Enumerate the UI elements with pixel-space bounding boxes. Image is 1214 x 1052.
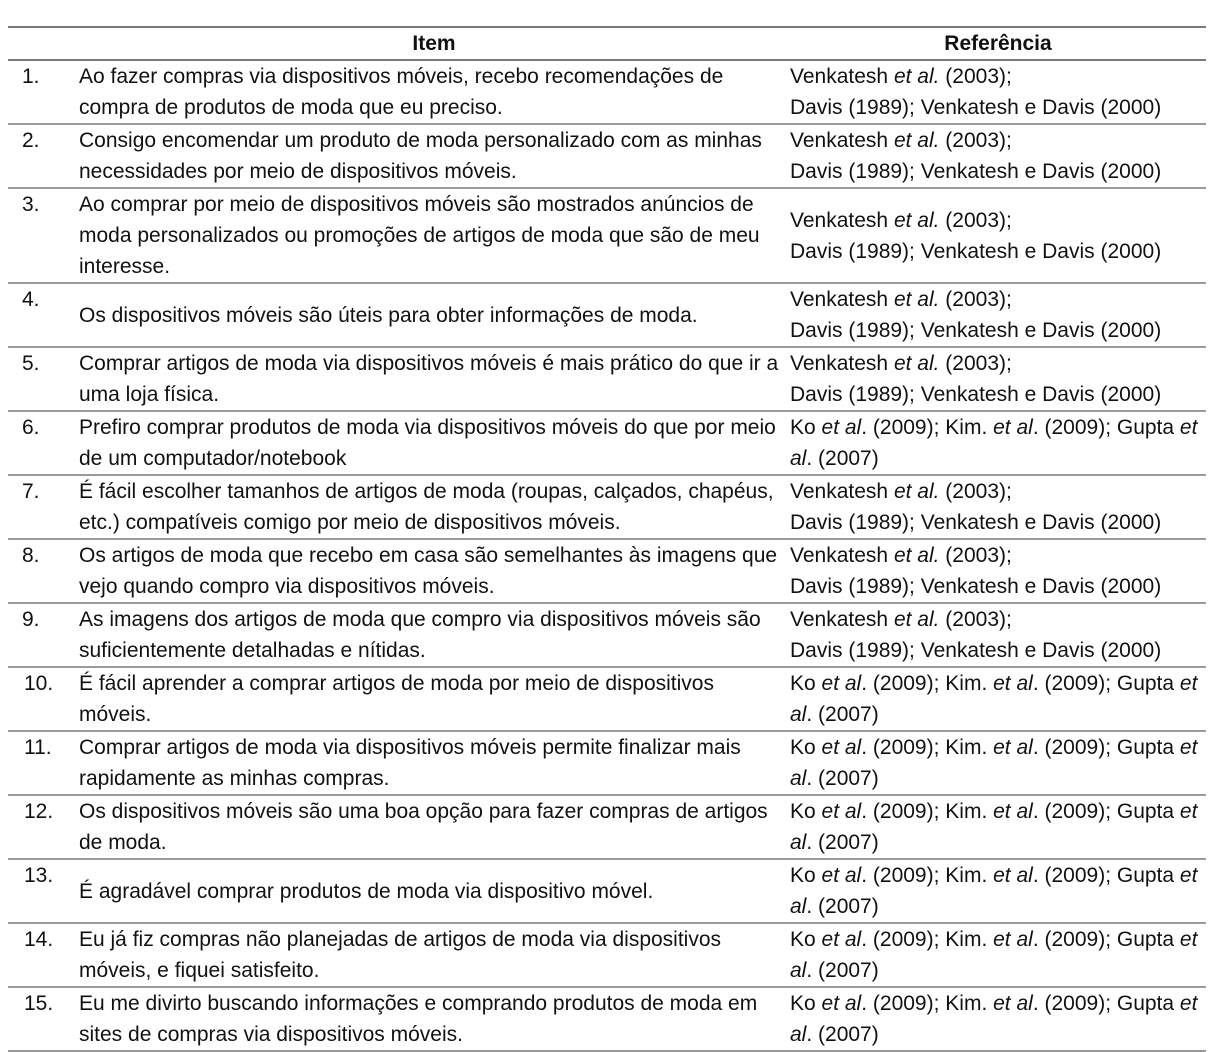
header-item: Item	[78, 27, 790, 60]
et-al: et al.	[893, 608, 940, 631]
reference-text	[790, 736, 1197, 790]
reference-text	[790, 864, 1197, 918]
author-venkatesh: Venkatesh	[790, 608, 889, 631]
author-venkatesh: Venkatesh	[790, 129, 889, 152]
header-reference: Referência	[790, 27, 1206, 60]
row-item-text: Ao comprar por meio de dispositivos móveis são mostrados anúncios de moda personalizados ou promoções de artigos de moda que são de meu interesse.	[78, 188, 790, 283]
row-number: 3.	[8, 188, 78, 283]
row-reference	[790, 124, 1206, 188]
author-ko: Ko	[790, 992, 822, 1015]
year-text: . (2009); Kim.	[861, 992, 994, 1015]
year-text: . (2009); Gupta	[1032, 672, 1175, 695]
author-venkatesh: Venkatesh	[790, 480, 889, 503]
table-row	[8, 731, 1206, 795]
reference-line	[790, 61, 1206, 92]
year-text: . (2009); Gupta	[1032, 928, 1175, 951]
row-number: 2.	[8, 124, 78, 188]
row-item-text: Consigo encomendar um produto de moda personalizado com as minhas necessidades por meio de dispositivos móveis.	[78, 124, 790, 188]
et-al: et al	[790, 800, 1198, 854]
table-row	[8, 859, 1206, 923]
year-text: . (2007)	[806, 1023, 879, 1046]
row-number: 14.	[8, 923, 78, 987]
et-al: et al	[790, 864, 1198, 918]
year-text: . (2009); Kim.	[861, 672, 994, 695]
row-reference	[790, 475, 1206, 539]
row-number: 11.	[8, 731, 78, 795]
year-text: . (2009); Kim.	[861, 416, 994, 439]
reference-text	[790, 672, 1197, 726]
et-al: et al	[821, 736, 862, 759]
et-al: et al	[790, 736, 1198, 790]
row-number: 12.	[8, 795, 78, 859]
table-row	[8, 539, 1206, 603]
row-reference	[790, 347, 1206, 411]
et-al: et al	[790, 416, 1198, 470]
year-text: . (2009); Gupta	[1032, 800, 1175, 823]
et-al: et al	[821, 864, 862, 887]
reference-line	[790, 540, 1206, 571]
reference-line: Davis (1989); Venkatesh e Davis (2000)	[790, 575, 1162, 598]
author-ko: Ko	[790, 672, 822, 695]
et-al: et al.	[893, 480, 940, 503]
row-number: 7.	[8, 475, 78, 539]
row-item-text: Eu já fiz compras não planejadas de artigos de moda via dispositivos móveis, e fiquei satisfeito.	[78, 923, 790, 987]
table-row	[8, 923, 1206, 987]
row-number: 5.	[8, 347, 78, 411]
year-text: . (2009); Gupta	[1032, 864, 1175, 887]
row-item-text: É agradável comprar produtos de moda via dispositivo móvel.	[78, 859, 790, 923]
et-al: et al	[993, 800, 1033, 823]
et-al: et al	[993, 416, 1033, 439]
et-al: et al	[993, 672, 1033, 695]
author-venkatesh: Venkatesh	[790, 288, 889, 311]
year-2003: (2003);	[939, 288, 1012, 311]
year-2003: (2003);	[939, 129, 1012, 152]
year-text: . (2007)	[806, 895, 879, 918]
year-2003: (2003);	[939, 544, 1012, 567]
et-al: et al	[993, 864, 1033, 887]
reference-line	[790, 205, 1206, 236]
table-row	[8, 795, 1206, 859]
row-item-text: Eu me divirto buscando informações e comprando produtos de moda em sites de compras via dispositivos móveis.	[78, 987, 790, 1051]
table-row	[8, 603, 1206, 667]
table-row	[8, 987, 1206, 1051]
reference-text	[790, 992, 1197, 1046]
year-text: . (2007)	[806, 831, 879, 854]
et-al: et al	[993, 928, 1033, 951]
year-2003: (2003);	[939, 480, 1012, 503]
reference-line: Davis (1989); Venkatesh e Davis (2000)	[790, 319, 1162, 342]
et-al: et al	[993, 736, 1033, 759]
document-page	[8, 26, 1206, 1052]
reference-text	[790, 800, 1197, 854]
reference-line	[790, 348, 1206, 379]
et-al: et al	[821, 672, 862, 695]
reference-line: Davis (1989); Venkatesh e Davis (2000)	[790, 160, 1162, 183]
row-item-text: É fácil aprender a comprar artigos de moda por meio de dispositivos móveis.	[78, 667, 790, 731]
et-al: et al.	[893, 208, 940, 232]
year-text: . (2009); Gupta	[1032, 992, 1175, 1015]
table-body	[8, 60, 1206, 1051]
author-ko: Ko	[790, 800, 822, 823]
author-venkatesh: Venkatesh	[790, 544, 889, 567]
year-text: . (2007)	[806, 767, 879, 790]
items-reference-table	[8, 26, 1206, 1052]
reference-line: Davis (1989); Venkatesh e Davis (2000)	[790, 239, 1162, 263]
row-reference	[790, 859, 1206, 923]
et-al: et al	[993, 992, 1033, 1015]
row-number: 15.	[8, 987, 78, 1051]
row-reference	[790, 795, 1206, 859]
row-item-text: Os dispositivos móveis são uma boa opção para fazer compras de artigos de moda.	[78, 795, 790, 859]
header-number	[8, 27, 78, 60]
row-reference	[790, 60, 1206, 124]
row-item-text: É fácil escolher tamanhos de artigos de moda (roupas, calçados, chapéus, etc.) compatíveis comigo por meio de dispositivos móveis.	[78, 475, 790, 539]
table-row	[8, 124, 1206, 188]
row-reference	[790, 667, 1206, 731]
author-ko: Ko	[790, 736, 822, 759]
table-row	[8, 411, 1206, 475]
table-row	[8, 283, 1206, 347]
row-number: 13.	[8, 859, 78, 923]
row-number: 10.	[8, 667, 78, 731]
reference-line: Davis (1989); Venkatesh e Davis (2000)	[790, 383, 1162, 406]
et-al: et al.	[893, 544, 940, 567]
et-al: et al.	[893, 352, 940, 375]
row-reference	[790, 283, 1206, 347]
row-reference	[790, 539, 1206, 603]
reference-text	[790, 416, 1197, 470]
reference-text	[790, 928, 1197, 982]
year-text: . (2009); Kim.	[861, 800, 994, 823]
row-number: 4.	[8, 283, 78, 347]
author-venkatesh: Venkatesh	[790, 65, 889, 88]
row-reference	[790, 188, 1206, 283]
reference-line	[790, 284, 1206, 315]
row-reference	[790, 603, 1206, 667]
row-item-text: Ao fazer compras via dispositivos móveis, recebo recomendações de compra de produtos de moda que eu preciso.	[78, 60, 790, 124]
row-item-text: Comprar artigos de moda via dispositivos móveis é mais prático do que ir a uma loja física.	[78, 347, 790, 411]
table-header	[8, 27, 1206, 60]
year-text: . (2007)	[806, 447, 879, 470]
year-2003: (2003);	[939, 608, 1012, 631]
reference-line: Davis (1989); Venkatesh e Davis (2000)	[790, 96, 1162, 119]
author-venkatesh: Venkatesh	[790, 208, 889, 232]
et-al: et al	[821, 800, 862, 823]
row-item-text: Os dispositivos móveis são úteis para obter informações de moda.	[78, 283, 790, 347]
reference-line	[790, 125, 1206, 156]
row-number: 9.	[8, 603, 78, 667]
et-al: et al.	[893, 129, 940, 152]
row-reference	[790, 987, 1206, 1051]
table-row	[8, 667, 1206, 731]
reference-line	[790, 604, 1206, 635]
author-venkatesh: Venkatesh	[790, 352, 889, 375]
row-number: 6.	[8, 411, 78, 475]
et-al: et al.	[893, 288, 940, 311]
table-row	[8, 475, 1206, 539]
year-text: . (2009); Gupta	[1032, 736, 1175, 759]
row-reference	[790, 411, 1206, 475]
reference-line: Davis (1989); Venkatesh e Davis (2000)	[790, 511, 1162, 534]
row-number: 1.	[8, 60, 78, 124]
et-al: et al	[821, 928, 862, 951]
row-reference	[790, 731, 1206, 795]
year-2003: (2003);	[939, 352, 1012, 375]
row-item-text: Prefiro comprar produtos de moda via dispositivos móveis do que por meio de um computador/notebook	[78, 411, 790, 475]
table-row	[8, 347, 1206, 411]
table-row	[8, 188, 1206, 283]
et-al: et al	[790, 928, 1198, 982]
et-al: et al.	[893, 65, 940, 88]
year-text: . (2007)	[806, 959, 879, 982]
year-2003: (2003);	[939, 65, 1012, 88]
et-al: et al	[821, 992, 862, 1015]
author-ko: Ko	[790, 864, 822, 887]
author-ko: Ko	[790, 416, 822, 439]
year-text: . (2009); Kim.	[861, 736, 994, 759]
reference-line	[790, 476, 1206, 507]
year-text: . (2007)	[806, 703, 879, 726]
et-al: et al	[821, 416, 862, 439]
year-2003: (2003);	[939, 208, 1012, 232]
reference-line: Davis (1989); Venkatesh e Davis (2000)	[790, 639, 1162, 662]
author-ko: Ko	[790, 928, 822, 951]
row-item-text: Os artigos de moda que recebo em casa são semelhantes às imagens que vejo quando compro via dispositivos móveis.	[78, 539, 790, 603]
et-al: et al	[790, 672, 1198, 726]
row-reference	[790, 923, 1206, 987]
table-row	[8, 60, 1206, 124]
year-text: . (2009); Kim.	[861, 864, 994, 887]
year-text: . (2009); Kim.	[861, 928, 994, 951]
row-item-text: Comprar artigos de moda via dispositivos móveis permite finalizar mais rapidamente as minhas compras.	[78, 731, 790, 795]
row-item-text: As imagens dos artigos de moda que compro via dispositivos móveis são suficientemente detalhadas e nítidas.	[78, 603, 790, 667]
year-text: . (2009); Gupta	[1032, 416, 1175, 439]
row-number: 8.	[8, 539, 78, 603]
et-al: et al	[790, 992, 1198, 1046]
